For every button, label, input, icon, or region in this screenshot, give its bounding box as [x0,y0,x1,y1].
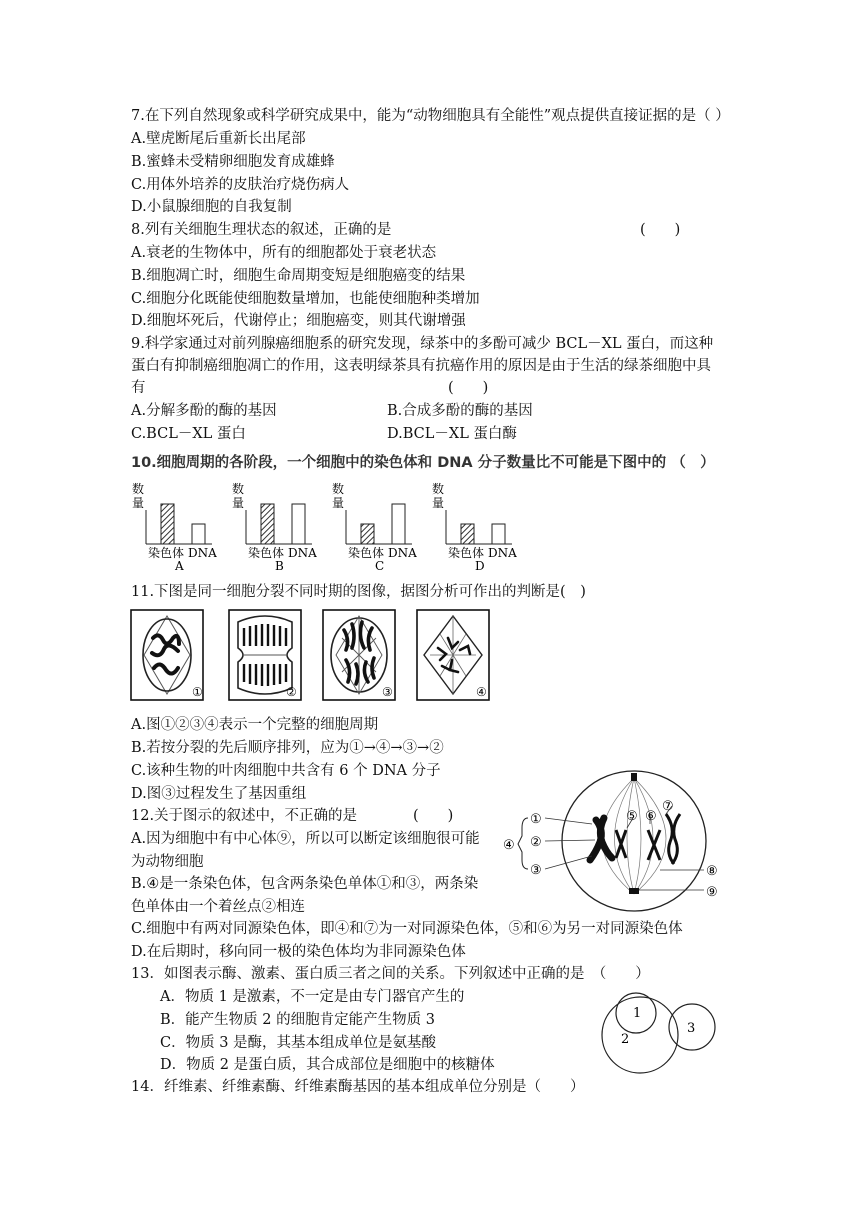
q13-option-a: A．物质 1 是激素，不一定是由专门器官产生的 [160,989,465,1005]
bar-chromosome [461,524,474,544]
q12-stem: 12.关于图示的叙述中，不正确的是 [131,808,358,824]
label-5: ⑤ [626,809,638,824]
q11-stem: 11.下图是同一细胞分裂不同时期的图像，据图分析可作出的判断是( ) [131,584,586,600]
q7-option-d: D.小鼠腺细胞的自我复制 [131,199,292,215]
q12-option-b-line2: 色单体由一个着丝点②相连 [131,899,305,915]
q8-option-d: D.细胞坏死后，代谢停止；细胞癌变，则其代谢增强 [131,313,466,329]
q12-option-a-line2: 为动物细胞 [131,854,204,870]
chart-ylabel-2: 量 [232,496,245,510]
tick-label-dna: DNA [288,546,317,560]
q7-option-c: C.用体外培养的皮肤治疗烧伤病人 [131,177,350,193]
panel-letter: B [275,559,284,572]
tick-label-chromosome: 染色体 [348,546,385,560]
q12-option-c: C.细胞中有两对同源染色体，即④和⑦为一对同源染色体，⑤和⑥为另一对同源染色体 [131,921,683,937]
q14-stem: 14．纤维素、纤维素酶、纤维素酶基因的基本组成单位分别是（ ） [131,1079,585,1095]
panel-letter: D [475,559,485,572]
chart-panel-d [432,481,517,572]
centriole-bottom [629,888,639,894]
chart-ylabel: 数 [332,482,345,496]
q10-bar-charts [130,480,530,572]
q13-venn-diagram [600,985,730,1085]
tick-label-dna: DNA [388,546,417,560]
chart-ylabel: 数 [232,482,245,496]
cell-1-label: ① [192,685,203,699]
circle-label-2: 2 [621,1032,630,1047]
cell-2-label: ② [286,685,297,699]
q11-option-a: A.图①②③④表示一个完整的细胞周期 [131,717,379,733]
q9-option-a: A.分解多酚的酶的基因 [131,403,277,419]
cell-figure-2 [229,610,301,700]
chromosome-5 [616,830,626,858]
q9-line1: 9.科学家通过对前列腺癌细胞系的研究发现，绿茶中的多酚可减少 BCL－XL 蛋白，而这种 [131,336,714,352]
q12-option-a-line1: A.因为细胞中有中心体⑨，所以可以断定该细胞很可能 [131,831,480,847]
q11-option-b: B.若按分裂的先后顺序排列，应为①→④→③→② [131,740,444,756]
q11-option-c: C.该种生物的叶肉细胞中共含有 6 个 DNA 分子 [131,763,441,779]
bar-chromosome [261,504,274,544]
chromosome-6 [648,830,660,860]
q9-option-b: B.合成多酚的酶的基因 [387,403,533,419]
label-9: ⑨ [706,885,718,900]
label-3: ③ [530,863,542,878]
bar-chromosome [161,504,174,544]
q12-answer-paren: ( ) [413,808,454,824]
q8-option-a: A.衰老的生物体中，所有的细胞都处于衰老状态 [131,245,437,261]
q11-cell-division-figures [130,608,495,704]
label-4: ④ [503,838,515,853]
q13-option-c: C．物质 3 是酶，其基本组成单位是氨基酸 [160,1035,437,1051]
panel-letter: C [375,559,385,572]
q9-option-c: C.BCL－XL 蛋白 [131,426,246,442]
q7-stem: 7.在下列自然现象或科学研究成果中，能为“动物细胞具有全能性”观点提供直接证据的是（ ） [131,108,730,124]
q13-stem: 13．如图表示酶、激素、蛋白质三者之间的关系。下列叙述中正确的是 （ ） [131,966,650,982]
tick-label-chromosome: 染色体 [148,546,185,560]
q12-option-d: D.在后期时，移向同一极的染色体均为非同源染色体 [131,944,466,960]
q9-answer-paren: ( ) [448,380,489,396]
circle-label-3: 3 [687,1021,696,1036]
circle-label-1: 1 [633,1006,642,1021]
q10-stem: 10.细胞周期的各阶段，一个细胞中的染色体和 DNA 分子数量比不可能是下图中的 （ ） [131,455,715,471]
chart-ylabel: 数 [432,482,445,496]
q12-cell-diagram [500,768,730,924]
q8-option-c: C.细胞分化既能使细胞数量增加，也能使细胞种类增加 [131,291,480,307]
q9-option-d: D.BCL－XL 蛋白酶 [387,426,517,442]
label-6: ⑥ [645,809,657,824]
label-8: ⑧ [706,864,718,879]
chart-ylabel-2: 量 [432,496,445,510]
q8-option-b: B.细胞凋亡时，细胞生命周期变短是细胞癌变的结果 [131,268,466,284]
chart-ylabel: 数 [132,482,145,496]
label-2: ② [530,835,542,850]
chromosome-7 [666,814,680,864]
chart-panel-b [232,481,317,572]
bar-dna [392,504,405,544]
cell-figure-1 [131,610,203,700]
chart-ylabel-2: 量 [132,496,145,510]
q7-option-a: A.壁虎断尾后重新长出尾部 [131,131,306,147]
q13-option-b: B．能产生物质 2 的细胞肯定能产生物质 3 [160,1012,435,1028]
chromosome-4 [590,818,612,860]
tick-label-dna: DNA [488,546,517,560]
q13-option-d: D．物质 2 是蛋白质，其合成部位是细胞中的核糖体 [160,1057,495,1073]
bar-dna [192,524,205,544]
tick-label-chromosome: 染色体 [248,546,285,560]
q8-answer-paren: ( ) [640,222,681,238]
centriole-top [631,773,637,781]
q8-stem: 8.列有关细胞生理状态的叙述，正确的是 [131,222,392,238]
label-1: ① [530,812,542,827]
chart-panel-a [132,481,217,572]
bar-dna [292,504,305,544]
cell-3-label: ③ [382,685,393,699]
chart-panel-c [332,481,417,572]
cell-figure-3 [323,610,395,700]
panel-letter: A [175,559,184,572]
q11-option-d: D.图③过程发生了基因重组 [131,786,307,802]
bar-chromosome [361,524,374,544]
label-7: ⑦ [662,799,674,814]
cell-figure-4 [417,610,489,700]
cell-4-label: ④ [476,685,487,699]
q12-option-b-line1: B.④是一条染色体，包含两条染色单体①和③，两条染 [131,876,479,892]
q9-line2: 蛋白有抑制癌细胞凋亡的作用，这表明绿茶具有抗癌作用的原因是由于生活的绿茶细胞中具 [131,358,711,374]
bar-dna [492,524,505,544]
tick-label-chromosome: 染色体 [448,546,485,560]
chart-ylabel-2: 量 [332,496,345,510]
q7-option-b: B.蜜蜂未受精卵细胞发育成雄蜂 [131,154,335,170]
q9-line3: 有 [131,380,146,396]
tick-label-dna: DNA [188,546,217,560]
